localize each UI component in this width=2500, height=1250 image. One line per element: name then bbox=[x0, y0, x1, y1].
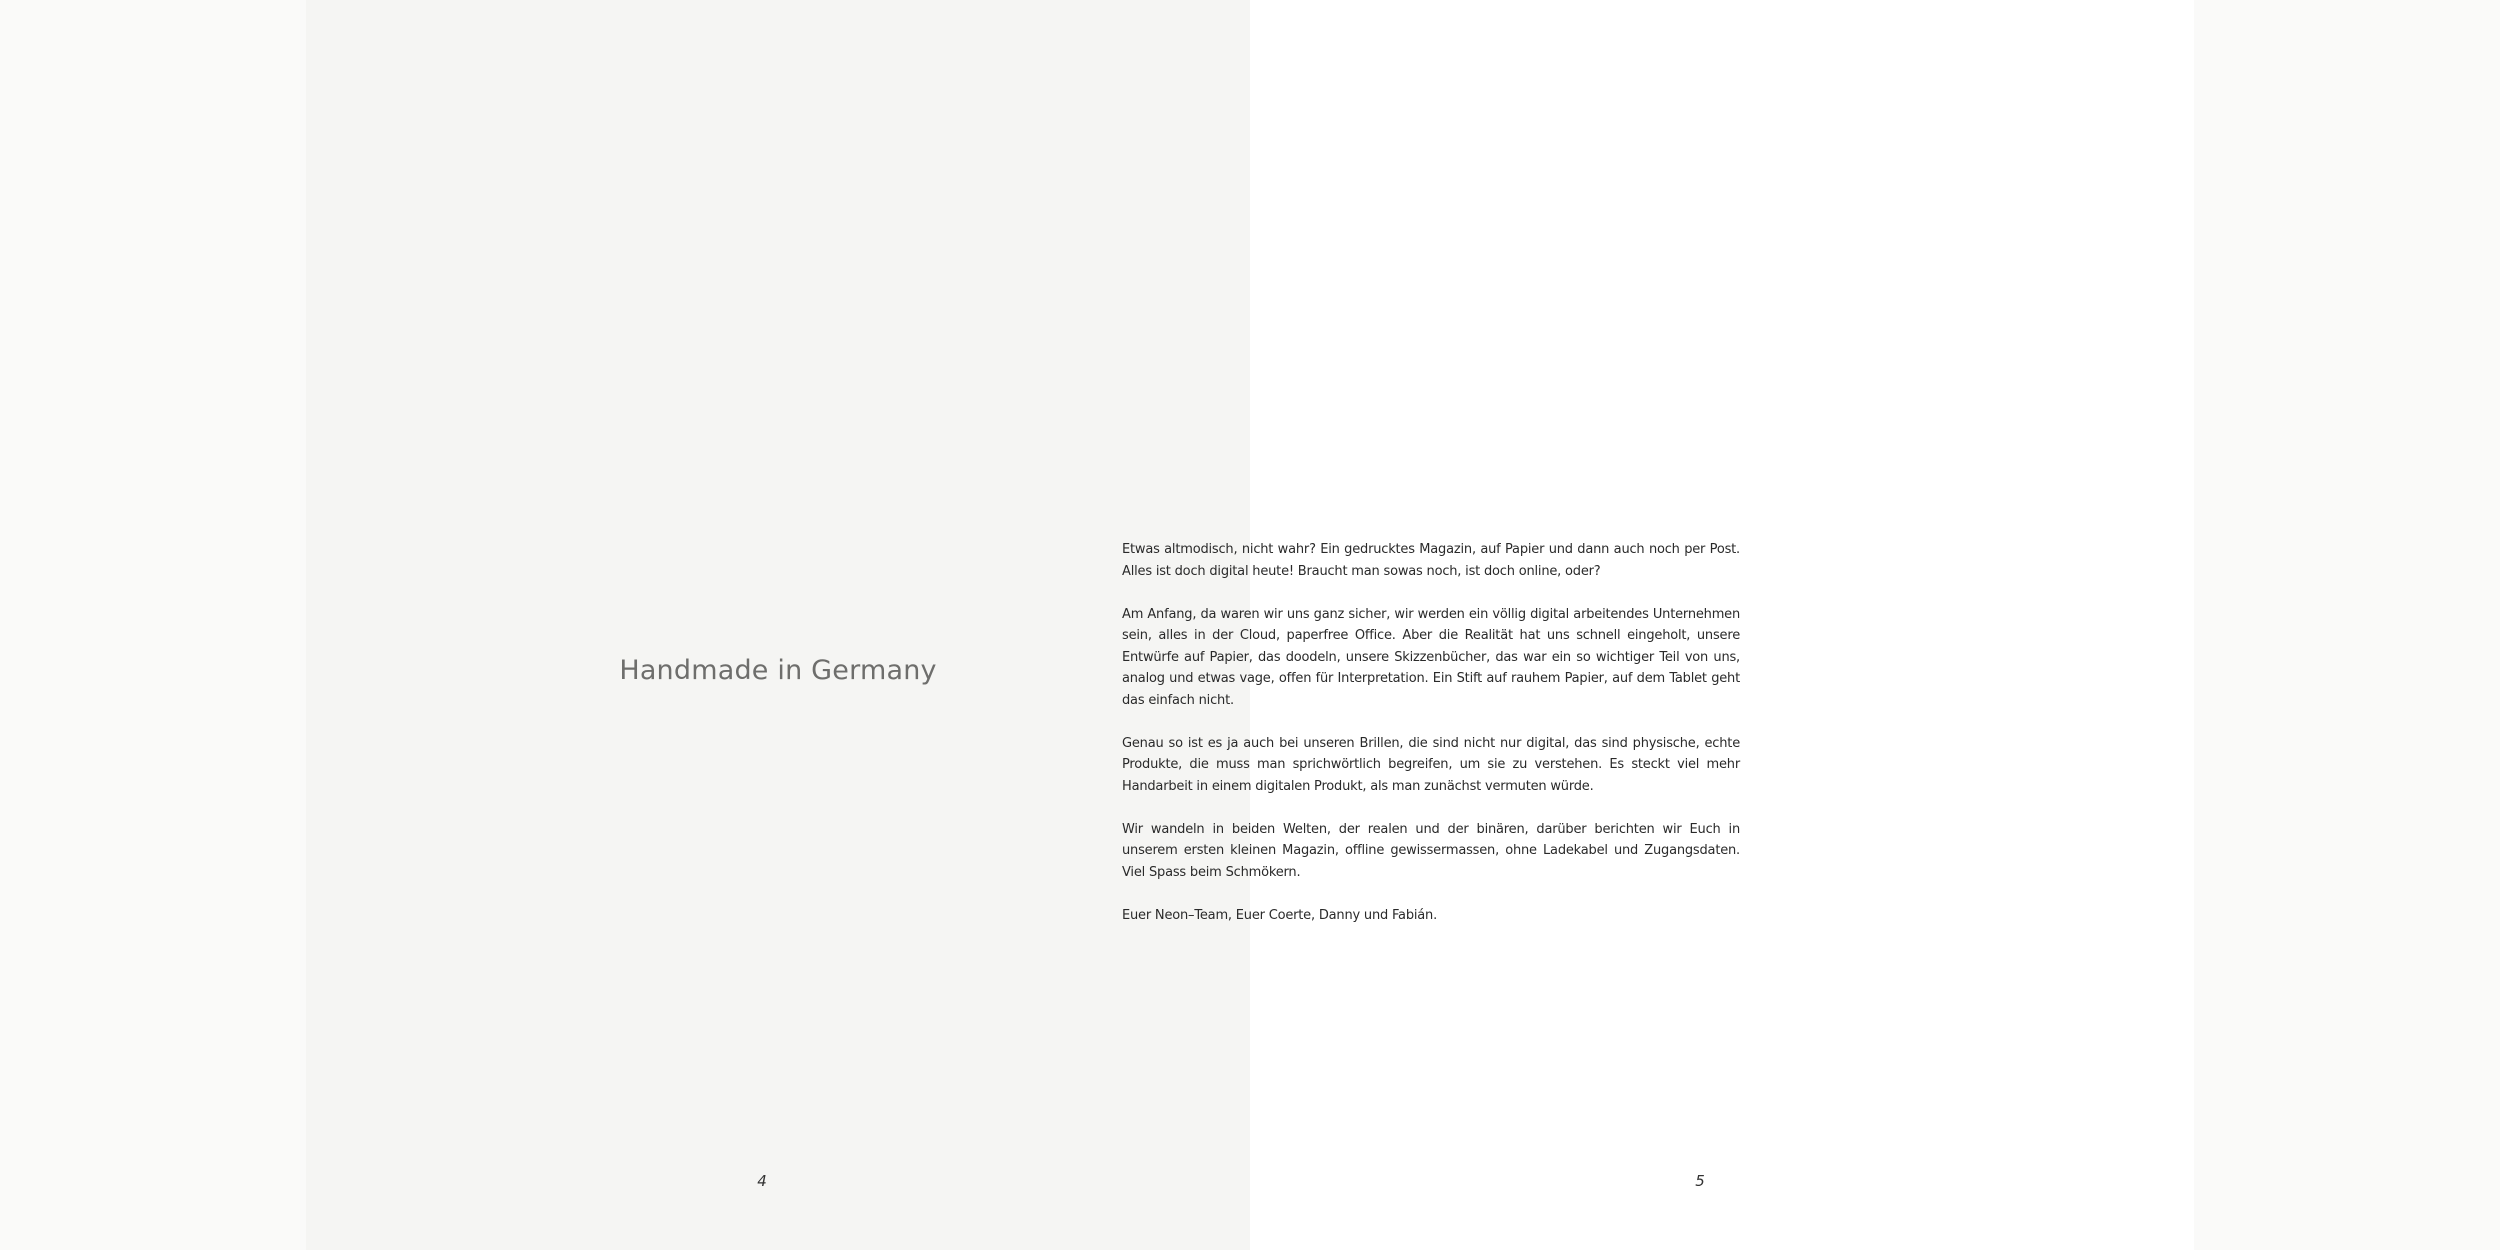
paragraph: Genau so ist es ja auch bei unseren Brillen, die sind nicht nur digital, das sind physische, echte Produkte, die muss man sprichwörtlich begreifen, um sie zu verstehen. Es steckt viel mehr Handarbeit in einem digitalen Produkt, als man zunächst vermuten würde. bbox=[1122, 735, 1740, 794]
page-title: Handmade in Germany bbox=[619, 655, 937, 686]
signature-line: Euer Neon–Team, Euer Coerte, Danny und Fabián. bbox=[1122, 907, 1438, 923]
paragraph: Etwas altmodisch, nicht wahr? Ein gedrucktes Magazin, auf Papier und dann auch noch per Post. Alles ist doch digital heute! Braucht man sowas noch, ist doch online, oder? bbox=[1122, 542, 1740, 579]
editorial-text bbox=[1122, 539, 1740, 948]
page-number-left: 4 bbox=[757, 1172, 767, 1190]
left-page bbox=[306, 0, 1250, 1250]
paragraph: Am Anfang, da waren wir uns ganz sicher, wir werden ein völlig digital arbeitendes Unternehmen sein, alles in der Cloud, paperfree Office. Aber die Realität hat uns schnell eingeholt, unsere Entwürfe auf Papier, das doodeln, unsere Skizzenbücher, das war ein so wichtiger Teil von uns, analog und etwas vage, offen für Interpretation. Ein Stift auf rauhem Papier, auf dem Tablet geht das einfach nicht. bbox=[1122, 606, 1740, 708]
paragraph: Wir wandeln in beiden Welten, der realen und der binären, darüber berichten wir Euch in unserem ersten kleinen Magazin, offline gewissermassen, ohne Ladekabel und Zugangsdaten. Viel Spass beim Schmökern. bbox=[1122, 821, 1740, 880]
page-number-right: 5 bbox=[1695, 1172, 1705, 1190]
